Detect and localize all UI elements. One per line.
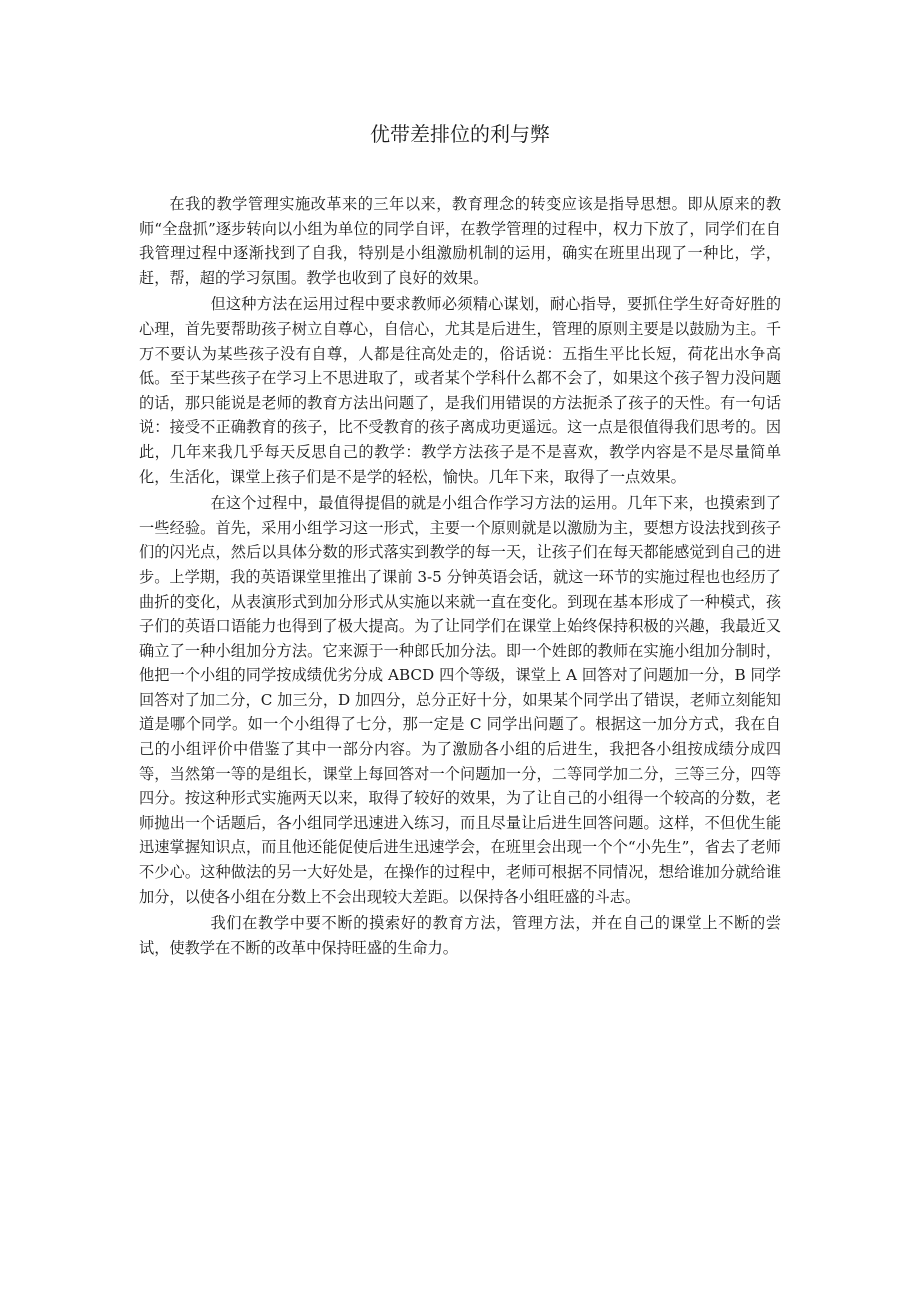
document-body [139, 192, 781, 960]
document-title: 优带差排位的利与弊 [370, 122, 550, 146]
paragraph-group-cooperation: 在这个过程中，最值得提倡的就是小组合作学习方法的运用。几年下来，也摸索到了一些经验。首先，采用小组学习这一形式，主要一个原则就是以激励为主，要想方设法找到孩子们的闪光点，然后以具体分数的形式落实到教学的每一天，让孩子们在每天都能感觉到自己的进步。上学期，我的英语课堂里推出了课前 3-5 分钟英语会话，就这一环节的实施过程也也经历了曲折的变化，从表演形式到加分形式从实施以来就一直在变化。到现在基本形成了一种模式，孩子们的英语口语能力也得到了极大提高。为了让同学们在课堂上始终保持积极的兴趣，我最近又确立了一种小组加分方法。它来源于一种郎氏加分法。即一个姓郎的教师在实施小组加分制时，他把一个小组的同学按成绩优劣分成 ABCD 四个等级，课堂上 A 回答对了问题加一分，B 同学回答对了加二分，C 加三分，D 加四分，总分正好十分，如果某个同学出了错误，老师立刻能知道是哪个同学。如一个小组得了七分，那一定是 C 同学出问题了。根据这一加分方式，我在自己的小组评价中借鉴了其中一部分内容。为了激励各小组的后进生，我把各小组按成绩分成四等，当然第一等的是组长，课堂上每回答对一个问题加一分，二等同学加二分，三等三分，四等四分。按这种形式实施两天以来，取得了较好的效果，为了让自己的小组得一个较高的分数，老师抛出一个话题后，各小组同学迅速进入练习，而且尽量让后进生回答问题。这样，不但优生能迅速掌握知识点，而且他还能促使后进生迅速学会，在班里会出现一个个“小先生”，省去了老师不少心。这种做法的另一大好处是，在操作的过程中，老师可根据不同情况，想给谁加分就给谁加分，以使各小组在分数上不会出现较大差距。以保持各小组旺盛的斗志。 [139, 494, 781, 906]
paragraph-method-guidance: 但这种方法在运用过程中要求教师必须精心谋划，耐心指导，要抓住学生好奇好胜的心理，首先要帮助孩子树立自尊心，自信心，尤其是后进生，管理的原则主要是以鼓励为主。千万不要认为某些孩子没有自尊，人都是往高处走的，俗话说：五指生平比长短，荷花出水争高低。至于某些孩子在学习上不思进取了，或者某个学科什么都不会了，如果这个孩子智力没问题的话，那只能说是老师的教育方法出问题了，是我们用错误的方法扼杀了孩子的天性。有一句话说：接受不正确教育的孩子，比不受教育的孩子离成功更遥远。这一点是很值得我们思考的。因此，几年来我几乎每天反思自己的教学：教学方法孩子是不是喜欢，教学内容是不是尽量简单化，生活化，课堂上孩子们是不是学的轻松，愉快。几年下来，取得了一点效果。 [139, 295, 781, 486]
paragraph-intro: 在我的教学管理实施改革来的三年以来，教育理念的转变应该是指导思想。即从原来的教师“全盘抓”逐步转向以小组为单位的同学自评，在教学管理的过程中，权力下放了，同学们在自我管理过程中逐渐找到了自我，特别是小组激励机制的运用，确实在班里出现了一种比，学，赶，帮，超的学习氛围。教学也收到了良好的效果。 [139, 195, 781, 287]
paragraph-conclusion: 我们在教学中要不断的摸索好的教育方法，管理方法，并在自己的课堂上不断的尝试，使教学在不断的改革中保持旺盛的生命力。 [139, 914, 781, 957]
